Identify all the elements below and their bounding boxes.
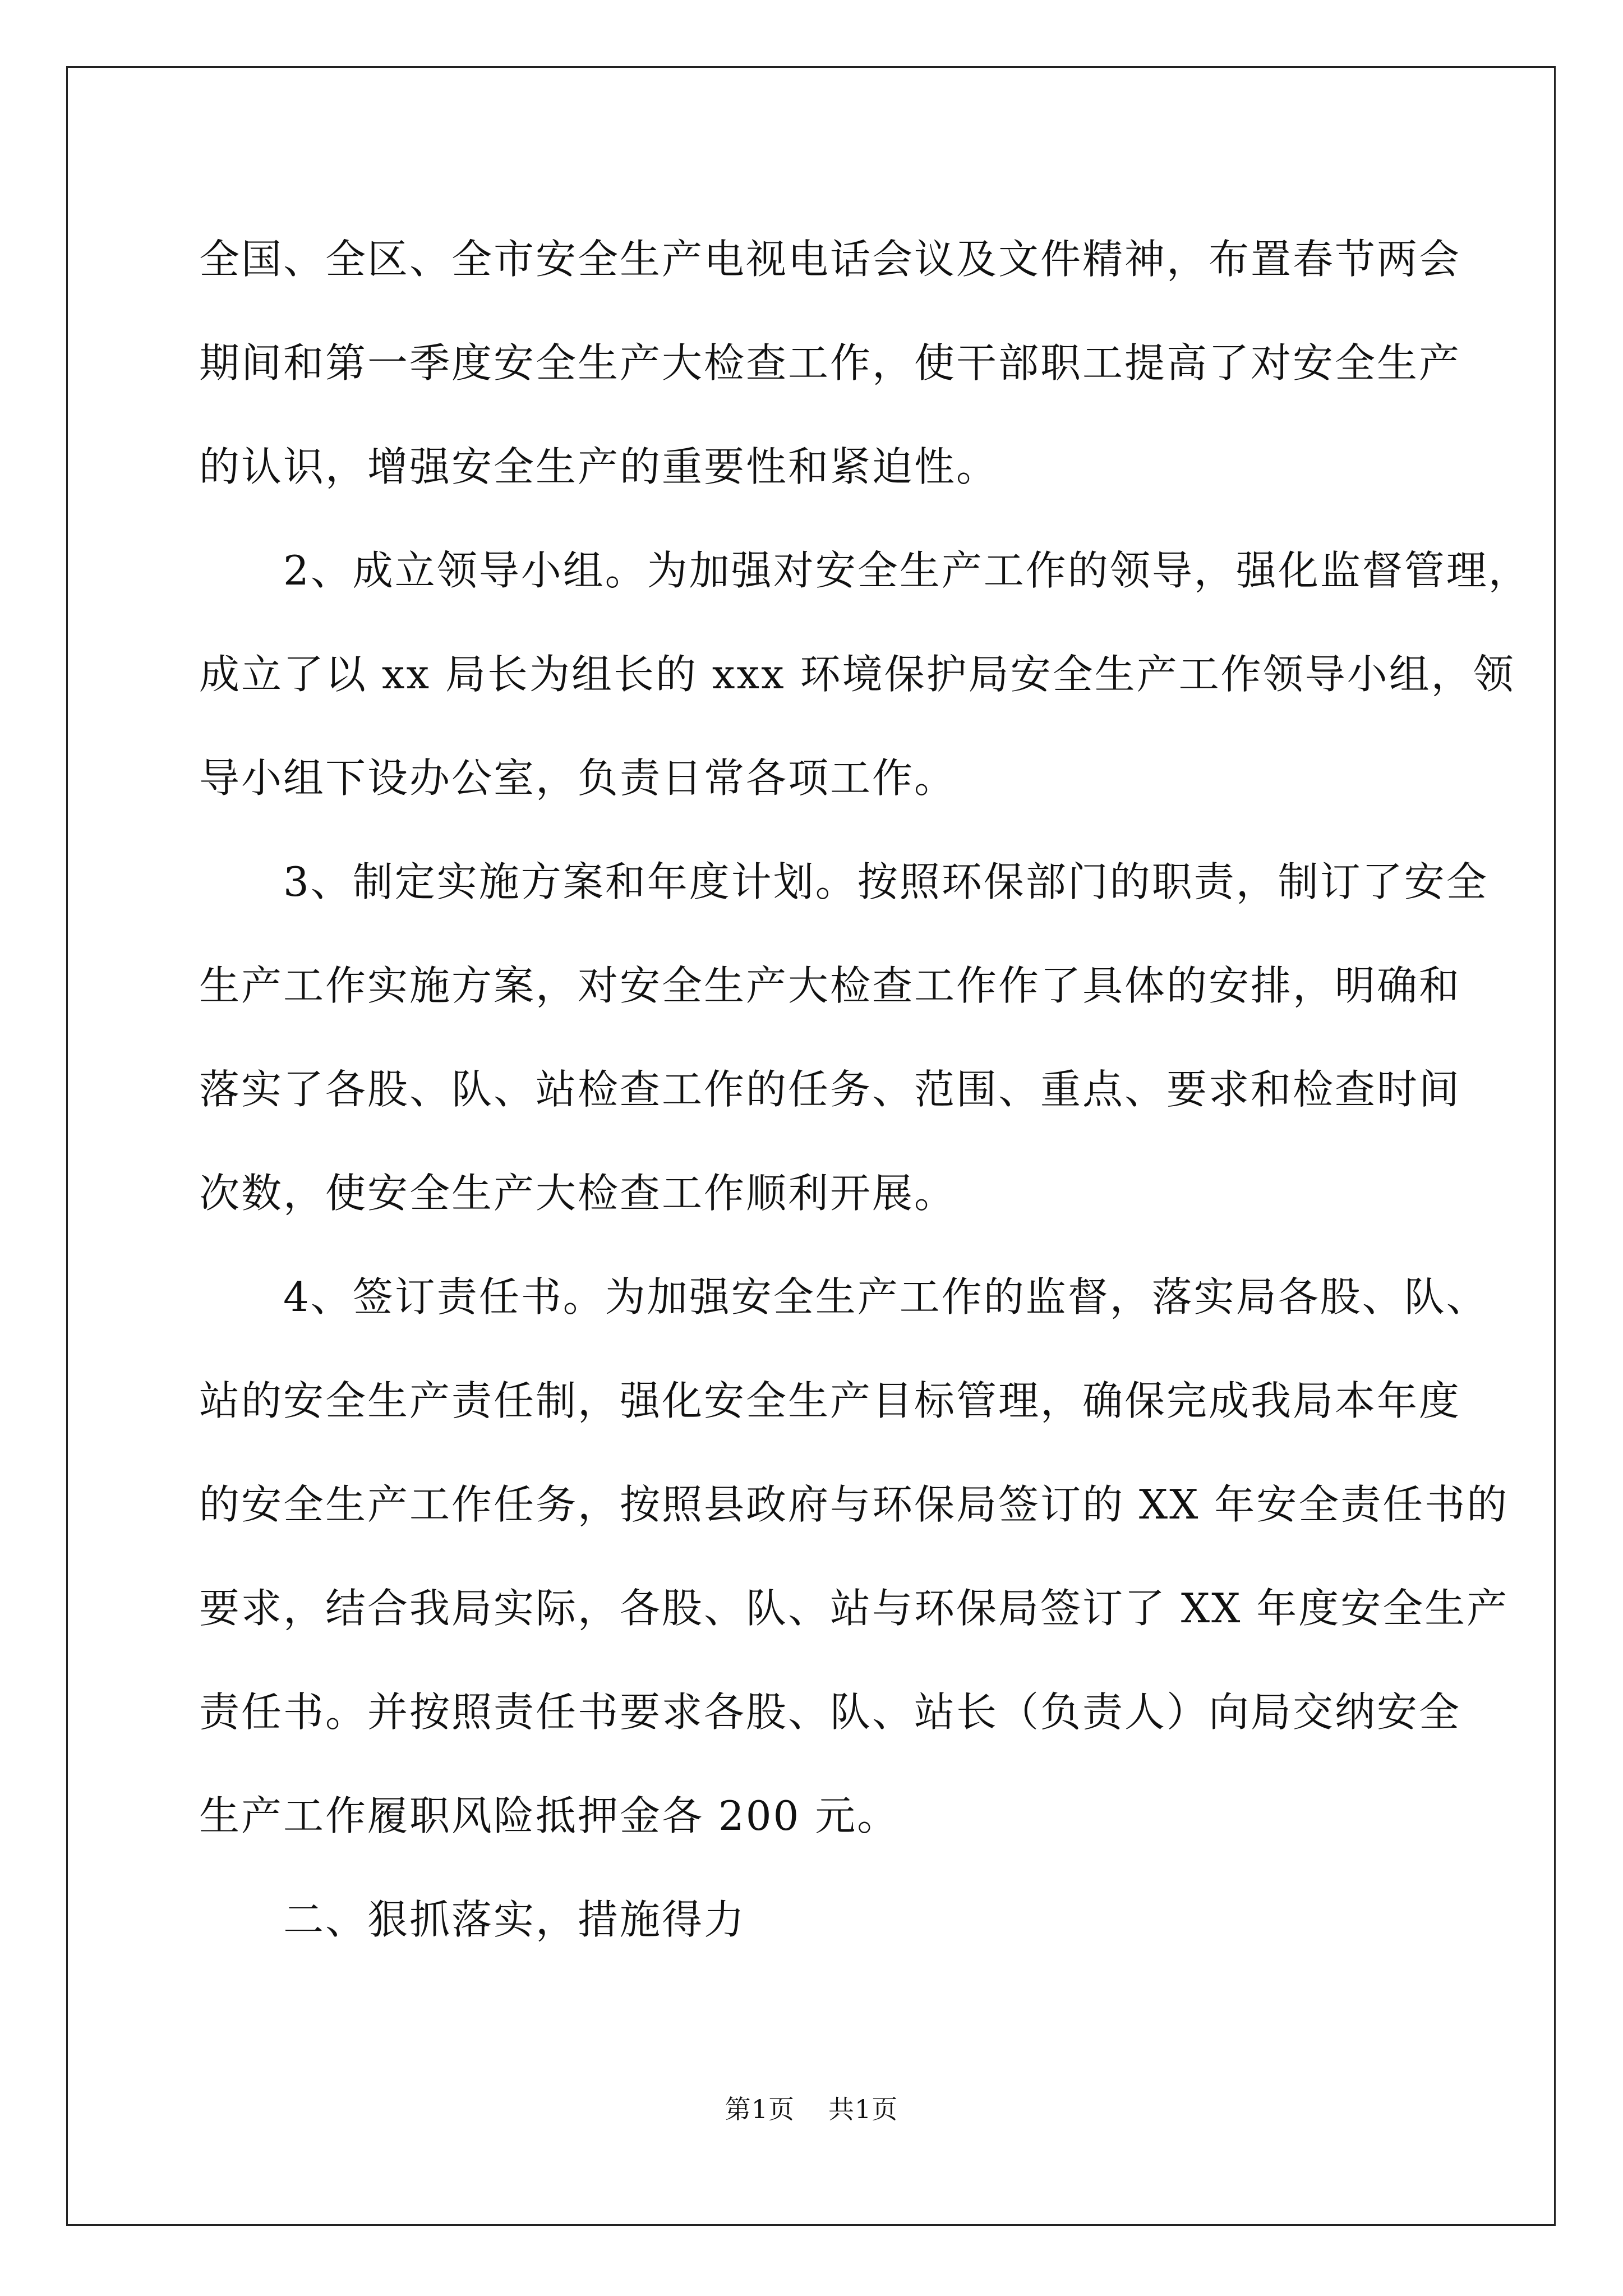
text-line: 生产工作实施方案，对安全生产大检查工作作了具体的安排，明确和 [199,962,1461,1009]
text-line: 3、制定实施方案和年度计划。按照环保部门的职责，制订了安全 [283,858,1488,905]
text-line: 生产工作履职风险抵押金各 200 元。 [199,1792,900,1839]
text-line: 期间和第一季度安全生产大检查工作，使干部职工提高了对安全生产 [199,339,1461,386]
paragraph-item-3 [199,830,1488,1245]
text-line: 4、签订责任书。为加强安全生产工作的监督，落实局各股、队、 [283,1273,1488,1320]
text-line: 要求，结合我局实际，各股、队、站与环保局签订了 XX 年度安全生产 [199,1585,1509,1632]
page-total: 共1页 [828,2094,898,2124]
text-line: 的安全生产工作任务，按照县政府与环保局签订的 XX 年安全责任书的 [199,1481,1509,1528]
text-line: 2、成立领导小组。为加强对安全生产工作的领导，强化监督管理， [283,547,1530,594]
page-number: 第1页 [725,2094,795,2124]
text-line: 二、狠抓落实，措施得力 [283,1896,746,1943]
section-heading [199,1868,1427,1972]
text-line: 责任书。并按照责任书要求各股、队、站长（负责人）向局交纳安全 [199,1688,1461,1736]
text-line: 站的安全生产责任制，强化安全生产目标管理，确保完成我局本年度 [199,1377,1461,1424]
paragraph-continuation [199,208,1461,519]
paragraph-item-2 [199,519,1530,830]
text-line: 成立了以 xx 局长为组长的 xxx 环境保护局安全生产工作领导小组，领 [199,651,1515,698]
paragraph-item-4 [199,1245,1509,1868]
text-line: 次数，使安全生产大检查工作顺利开展。 [199,1170,957,1217]
page-footer [0,2092,1623,2126]
text-line: 落实了各股、队、站检查工作的任务、范围、重点、要求和检查时间 [199,1066,1461,1113]
text-line: 导小组下设办公室，负责日常各项工作。 [199,754,957,802]
text-line: 全国、全区、全市安全生产电视电话会议及文件精神，布置春节两会 [199,236,1461,283]
document-body [199,208,1530,1972]
text-line: 的认识，增强安全生产的重要性和紧迫性。 [199,443,999,490]
